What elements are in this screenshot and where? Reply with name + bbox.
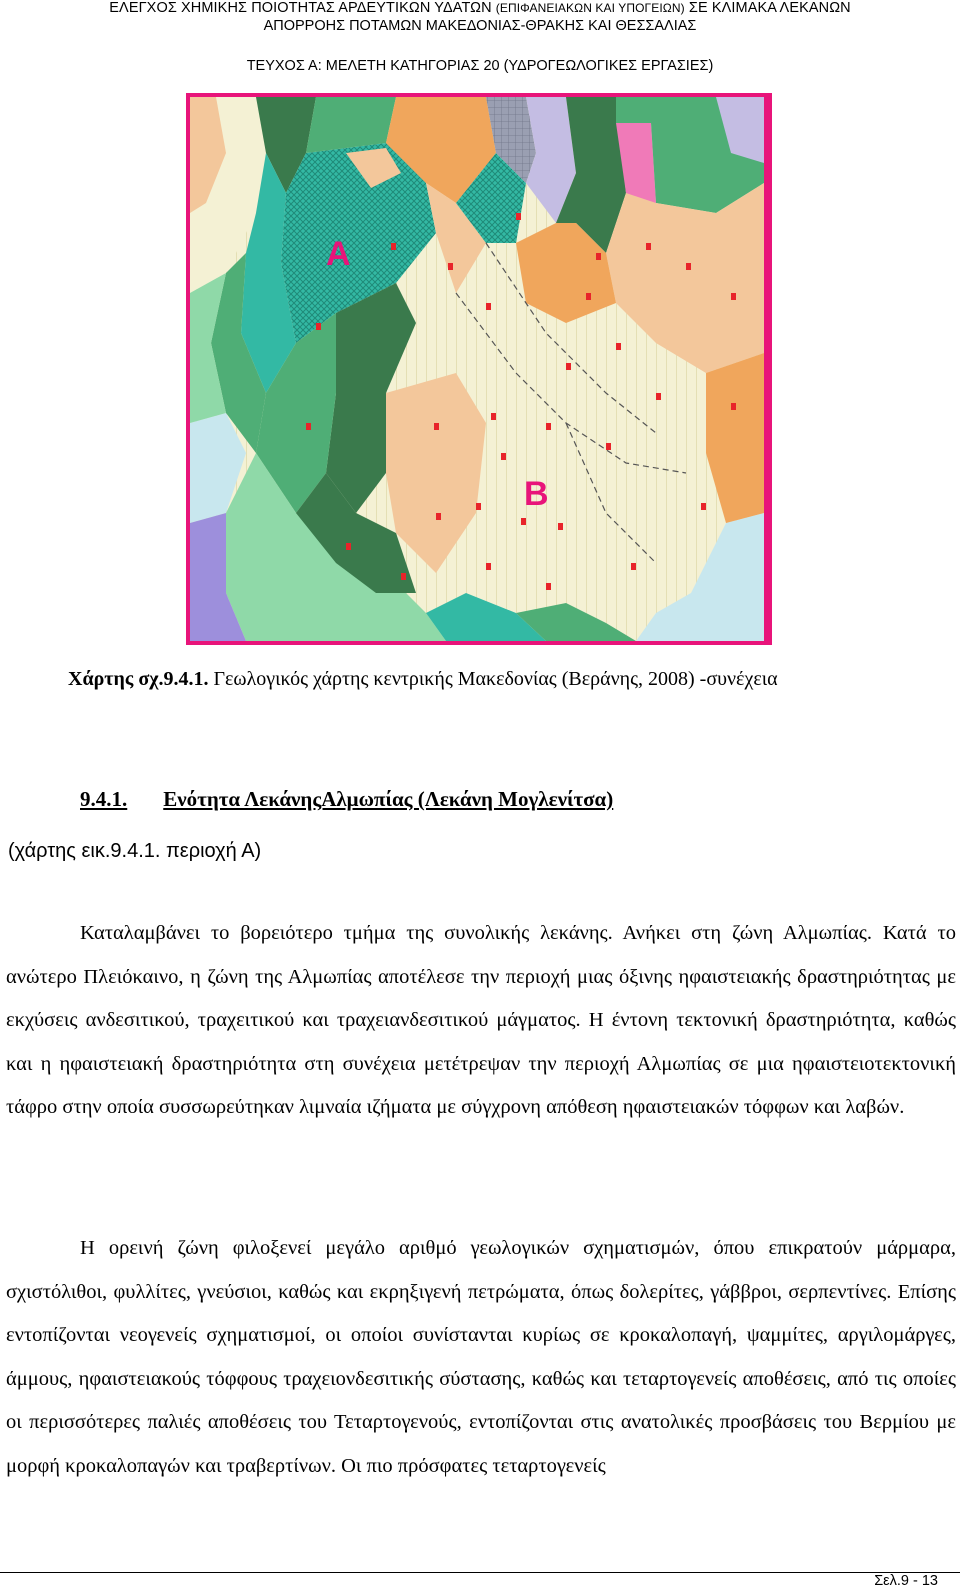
header-line-1-small: (ΕΠΙΦΑΝΕΙΑΚΩΝ ΚΑΙ ΥΠΟΓΕΙΩΝ) <box>495 1 685 15</box>
header-line-1-main: ΕΛΕΓΧΟΣ ΧΗΜΙΚΗΣ ΠΟΙΟΤΗΤΑΣ ΑΡΔΕΥΤΙΚΩΝ ΥΔΑΤΩΝ <box>109 0 496 16</box>
paragraph-2 <box>6 1227 956 1488</box>
map-label-a: A <box>326 235 351 273</box>
map-label-b: B <box>524 475 549 513</box>
section-heading <box>80 787 613 812</box>
geological-map <box>186 93 772 645</box>
header-line-1-end: ΣΕ ΚΛΙΜΑΚΑ ΛΕΚΑΝΩΝ <box>684 0 851 16</box>
header-line-2: ΑΠΟΡΡΟΗΣ ΠΟΤΑΜΩΝ ΜΑΚΕΔΟΝΙΑΣ-ΘΡΑΚΗΣ ΚΑΙ ΘΕΣΣΑΛΙΑΣ <box>263 18 697 34</box>
footer-divider <box>0 1572 960 1573</box>
map-caption-text: Γεωλογικός χάρτης κεντρικής Μακεδονίας (Βεράνης, 2008) -συνέχεια <box>208 668 778 690</box>
paragraph-2-text: Η ορεινή ζώνη φιλοξενεί μεγάλο αριθμό γεωλογικών σχηματισμών, όπου επικρατούν μάρμαρα, σχιστόλιθοι, φυλλίτες, γνεύσιοι, καθώς και εκρηξιγενή πετρώματα, όπως δολερίτες, γάββροι, σερπεντίνες. Επίσης εντοπίζονται νεογενείς σχηματισμοί, οι οποίοι συνίστανται κυρίως σε κροκαλοπαγή, ψαμμίτες, αργιλομάργες, άμμους, ηφαιστειακούς τόφφους τραχειονδεσιτικής σύστασης, καθώς και τεταρτογενείς αποθέσεις, από τις οποίες οι περισσότερες παλιές αποθέσεις του Τεταρτογενούς, εντοπίζονται στις ανατολικές προσβάσεις του Βερμίου με μορφή κροκαλοπαγών και τραβερτίνων. Οι πιο πρόσφατες τεταρτογενείς <box>6 1237 956 1477</box>
map-caption <box>68 668 778 691</box>
section-subtitle: (χάρτης εικ.9.4.1. περιοχή Α) <box>8 840 262 862</box>
header-line-3: ΤΕΥΧΟΣ Α: ΜΕΛΕΤΗ ΚΑΤΗΓΟΡΙΑΣ 20 (ΥΔΡΟΓΕΩΛΟΓΙΚΕΣ ΕΡΓΑΣΙΕΣ) <box>246 58 714 74</box>
paragraph-1-text: Καταλαμβάνει το βορειότερο τμήμα της συνολικής λεκάνης. Ανήκει στη ζώνη Αλμωπίας. Κατά το ανώτερο Πλειόκαινο, η ζώνη της Αλμωπίας αποτέλεσε την περιοχή μιας όξινης ηφαιστειακής δραστηριότητας με εκχύσεις ανδεσιτικού, τραχειτικού και τραχειανδεσιτικού μάγματος. Η έντονη τεκτονική δραστηριότητα, καθώς και η ηφαιστειακή δραστηριότητα στη συνέχεια μετέτρεψαν την περιοχή Αλμωπίας σε μια ηφαιστειοτεκτονική τάφρο στην οποία συσσωρεύτηκαν λιμναία ιζήματα με σύγχρονη απόθεση ηφαιστειακών τόφφων και λαβών. <box>6 922 956 1118</box>
page-number: Σελ.9 - 13 <box>874 1573 938 1589</box>
section-number: 9.4.1. <box>80 787 128 811</box>
map-caption-number: Χάρτης σχ.9.4.1. <box>68 668 209 690</box>
section-title: Ενότητα ΛεκάνηςΑλμωπίας (Λεκάνη Μογλενίτσα) <box>163 787 614 811</box>
paragraph-1 <box>6 912 956 1130</box>
header-line-1 <box>0 0 960 16</box>
